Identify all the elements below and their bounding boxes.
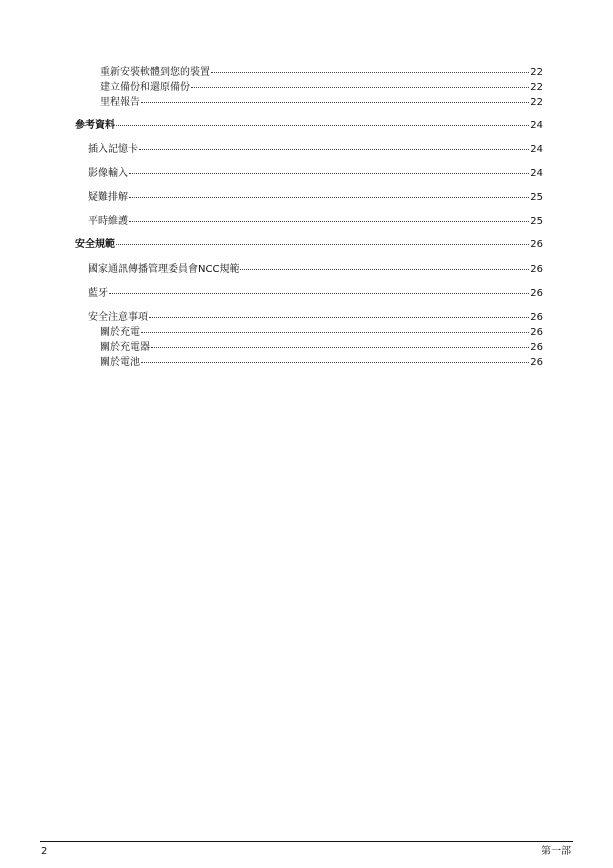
- toc-dot-leader: [240, 269, 529, 270]
- toc-entry-title: 重新安裝軟體到您的裝置: [100, 67, 210, 78]
- toc-entry-title: 安全注意事項: [88, 312, 148, 323]
- toc-entry-page: 26: [530, 239, 543, 250]
- toc-entry[interactable]: [100, 342, 543, 354]
- toc-entry-page: 25: [530, 192, 543, 203]
- toc-entry-page: 26: [530, 342, 543, 353]
- toc-entry-title: 建立備份和還原備份: [100, 82, 190, 93]
- toc-dot-leader: [141, 102, 529, 103]
- toc-entry-page: 26: [530, 357, 543, 368]
- toc-entry-title: 平時維護: [88, 216, 128, 227]
- toc-entry[interactable]: [88, 264, 543, 276]
- section-label: 第一部: [541, 846, 571, 857]
- toc-entry[interactable]: [100, 97, 543, 109]
- page-number: 2: [41, 846, 48, 857]
- toc-dot-leader: [141, 362, 529, 363]
- toc-entry-title: 國家通訊傳播管理委員會NCC規範: [88, 264, 240, 275]
- toc-entry[interactable]: [88, 168, 543, 180]
- toc-entry-title: 關於充電器: [100, 342, 150, 353]
- toc-entry-page: 26: [530, 312, 543, 323]
- toc-section-entry[interactable]: [75, 239, 543, 251]
- toc-entry-page: 26: [530, 327, 543, 338]
- toc-dot-leader: [191, 87, 529, 88]
- footer-divider: [40, 841, 573, 842]
- toc-entry[interactable]: [100, 327, 543, 339]
- toc-entry-title: 安全規範: [75, 239, 115, 250]
- toc-entry-page: 26: [530, 288, 543, 299]
- toc-entry-title: 影像輸入: [88, 168, 128, 179]
- toc-entry[interactable]: [100, 67, 543, 79]
- toc-entry[interactable]: [88, 192, 543, 204]
- toc-dot-leader: [116, 125, 529, 126]
- toc-entry[interactable]: [88, 288, 543, 300]
- toc-entry-title: 疑難排解: [88, 192, 128, 203]
- toc-dot-leader: [139, 149, 529, 150]
- toc-entry-page: 26: [530, 264, 543, 275]
- toc-entry-title: 里程報告: [100, 97, 140, 108]
- toc-entry[interactable]: [100, 357, 543, 369]
- toc-dot-leader: [141, 332, 529, 333]
- toc-entry-title: 參考資料: [75, 120, 115, 131]
- toc-entry-page: 24: [530, 168, 543, 179]
- toc-dot-leader: [149, 317, 529, 318]
- toc-dot-leader: [151, 347, 529, 348]
- toc-entry-page: 25: [530, 216, 543, 227]
- toc-entry-page: 22: [530, 97, 543, 108]
- toc-entry-title: 插入記憶卡: [88, 144, 138, 155]
- toc-entry-title: 藍牙: [88, 288, 108, 299]
- toc-section-entry[interactable]: [75, 120, 543, 132]
- toc-entry-page: 24: [530, 120, 543, 131]
- toc-entry-title: 關於充電: [100, 327, 140, 338]
- toc-entry[interactable]: [88, 312, 543, 324]
- toc-entry-page: 22: [530, 82, 543, 93]
- toc-dot-leader: [116, 244, 529, 245]
- toc-entry[interactable]: [88, 144, 543, 156]
- toc-entry[interactable]: [88, 216, 543, 228]
- toc-dot-leader: [129, 173, 529, 174]
- toc-dot-leader: [129, 197, 529, 198]
- toc-entry-page: 24: [530, 144, 543, 155]
- toc-entry-page: 22: [530, 67, 543, 78]
- toc-dot-leader: [129, 221, 529, 222]
- toc-dot-leader: [109, 293, 529, 294]
- toc-entry-title: 關於電池: [100, 357, 140, 368]
- toc-dot-leader: [211, 72, 529, 73]
- toc-entry[interactable]: [100, 82, 543, 94]
